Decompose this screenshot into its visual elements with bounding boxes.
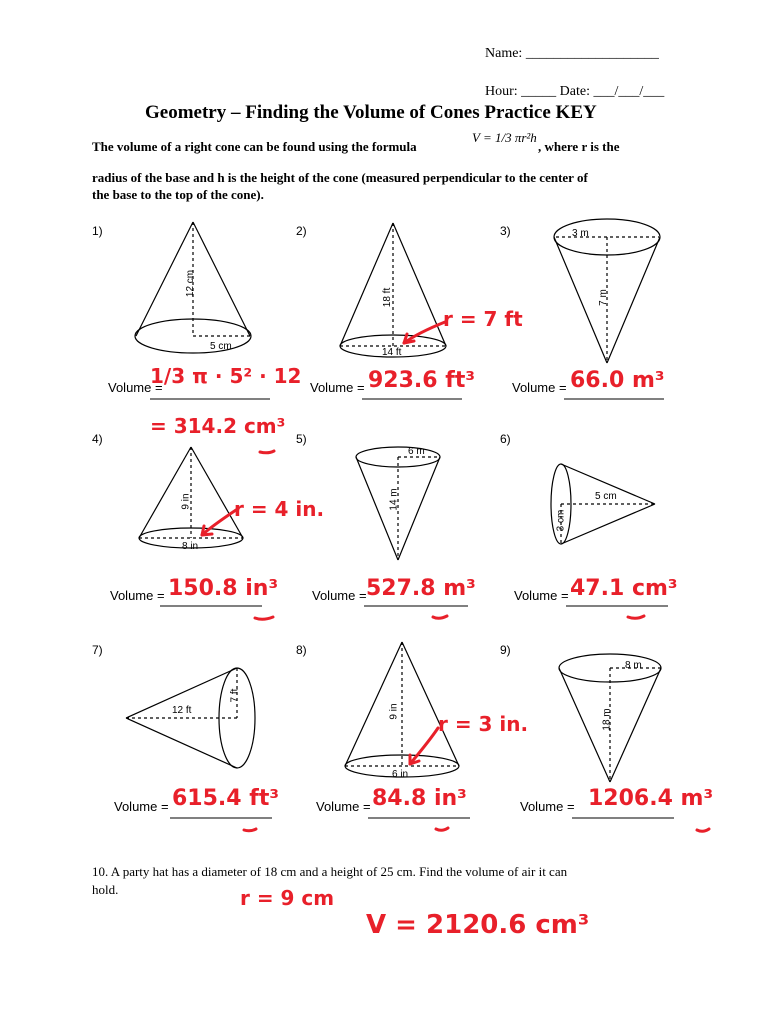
answer-7: 615.4 ft³ bbox=[172, 786, 279, 811]
q10-text-2: hold. bbox=[92, 882, 119, 897]
q10-answer: V = 2120.6 cm³ bbox=[366, 910, 590, 940]
dim-7-radius: 7 ft bbox=[229, 688, 241, 703]
cone-8 bbox=[345, 642, 459, 777]
answer-2: 923.6 ft³ bbox=[368, 368, 475, 393]
problem-6-number: 6) bbox=[500, 432, 511, 446]
dim-1-radius: 5 cm bbox=[210, 341, 232, 352]
problem-5-number: 5) bbox=[296, 432, 307, 446]
dim-5-radius: 6 m bbox=[408, 446, 425, 457]
dim-3-height: 7 m bbox=[597, 289, 609, 306]
volume-label-2: Volume = bbox=[310, 380, 365, 395]
note-4-radius: r = 4 in. bbox=[234, 497, 325, 521]
dim-3-diameter: 3 m bbox=[572, 228, 589, 239]
answer-5: 527.8 m³ bbox=[366, 576, 476, 601]
name-field: Name: ___________________ bbox=[485, 46, 659, 61]
dim-9-diameter: 8 m bbox=[625, 660, 642, 671]
dim-8-height: 9 in bbox=[388, 703, 400, 720]
dim-2-diameter: 14 ft bbox=[382, 347, 402, 358]
answer-9: 1206.4 m³ bbox=[588, 786, 714, 811]
cone-6 bbox=[551, 464, 655, 544]
volume-label-3: Volume = bbox=[512, 380, 567, 395]
answer-8: 84.8 in³ bbox=[372, 786, 467, 811]
dim-8-diameter: 6 in bbox=[392, 769, 409, 780]
intro-text-3: radius of the base and h is the height of the cone (measured perpendicular to the center of bbox=[92, 170, 588, 185]
problem-7-number: 7) bbox=[92, 643, 103, 657]
note-2-radius: r = 7 ft bbox=[443, 307, 523, 331]
answer-1: = 314.2 cm³ bbox=[150, 414, 286, 438]
formula-text: V = 1/3 πr²h bbox=[472, 130, 537, 145]
problem-9-number: 9) bbox=[500, 643, 511, 657]
intro-text-4: the base to the top of the cone). bbox=[92, 187, 264, 202]
dim-6-height: 5 cm bbox=[595, 491, 617, 502]
problem-8-number: 8) bbox=[296, 643, 307, 657]
volume-label-9: Volume = bbox=[520, 799, 575, 814]
cone-7 bbox=[126, 668, 255, 768]
hour-date-field: Hour: _____ Date: ___/___/___ bbox=[485, 84, 665, 99]
dim-4-height: 9 in bbox=[180, 493, 192, 510]
problem-4-number: 4) bbox=[92, 432, 103, 446]
page-title: Geometry – Finding the Volume of Cones Practice KEY bbox=[145, 102, 597, 123]
volume-label-1: Volume = bbox=[108, 380, 163, 395]
dim-2-height: 18 ft bbox=[382, 287, 394, 308]
intro-text-2: , where r is the bbox=[538, 139, 620, 154]
dim-5-height: 14 m bbox=[388, 488, 400, 511]
answer-4: 150.8 in³ bbox=[168, 576, 279, 601]
volume-label-8: Volume = bbox=[316, 799, 371, 814]
volume-label-4: Volume = bbox=[110, 588, 165, 603]
problem-1-number: 1) bbox=[92, 224, 103, 238]
dim-7-height: 12 ft bbox=[172, 705, 192, 716]
note-8-radius: r = 3 in. bbox=[438, 712, 529, 736]
intro-text-1: The volume of a right cone can be found using the formula bbox=[92, 139, 417, 154]
dim-9-height: 18 m bbox=[601, 708, 613, 731]
volume-label-6: Volume = bbox=[514, 588, 569, 603]
problem-3-number: 3) bbox=[500, 224, 511, 238]
volume-label-5: Volume = bbox=[312, 588, 367, 603]
q10-text-1: 10. A party hat has a diameter of 18 cm and a height of 25 cm. Find the volume of air it can bbox=[92, 864, 568, 879]
q10-note-radius: r = 9 cm bbox=[240, 886, 335, 910]
answer-3: 66.0 m³ bbox=[570, 368, 665, 393]
dim-6-radius: 3 cm bbox=[555, 509, 567, 532]
dim-1-height: 12 cm bbox=[185, 269, 197, 298]
volume-label-7: Volume = bbox=[114, 799, 169, 814]
answer-1-work: 1/3 π · 5² · 12 bbox=[150, 364, 302, 388]
dim-4-diameter: 8 in bbox=[182, 541, 199, 552]
arrow-8 bbox=[410, 728, 438, 764]
problem-2-number: 2) bbox=[296, 224, 307, 238]
answer-6: 47.1 cm³ bbox=[570, 576, 678, 601]
